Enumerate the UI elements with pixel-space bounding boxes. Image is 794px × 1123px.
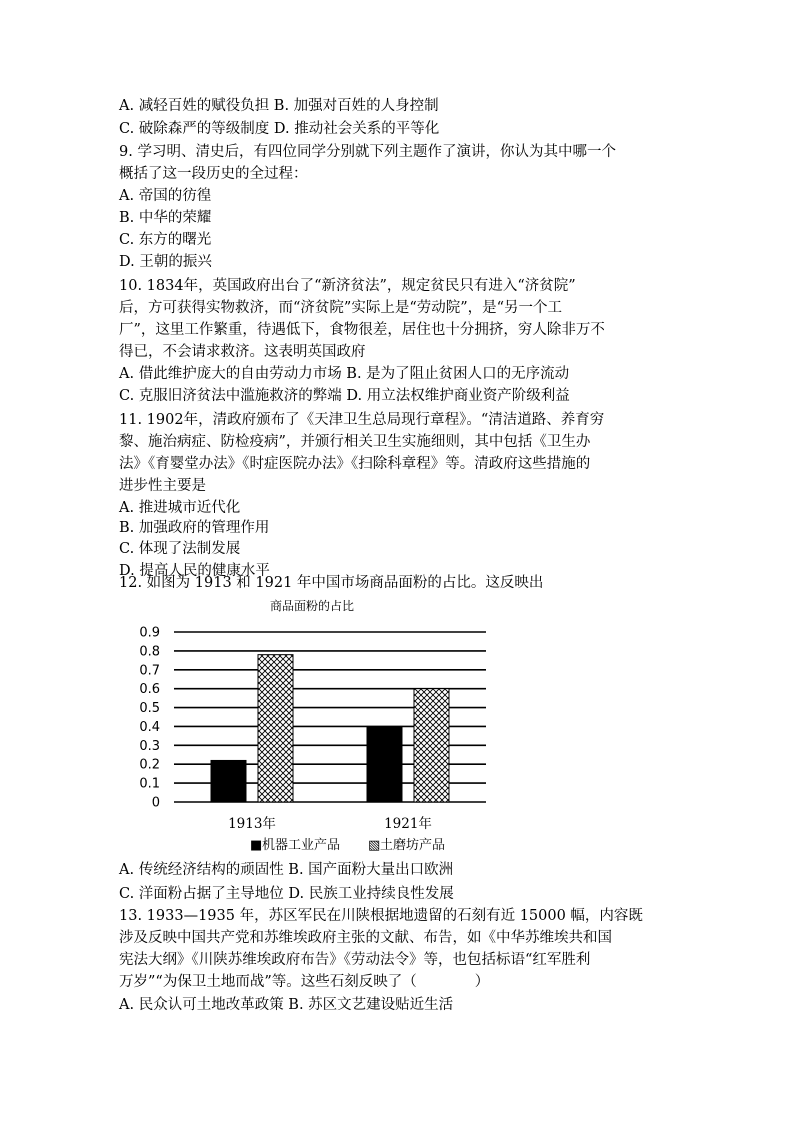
y-tick-label: 0.1 xyxy=(139,776,160,792)
text-line: C. 破除森严的等级制度 D. 推动社会关系的平等化 xyxy=(119,121,440,137)
x-category-label: 1921年 xyxy=(384,816,432,832)
text-line: 11. 1902年，清政府颁布了《天津卫生总局现行章程》。“清洁道路、养育穷 xyxy=(119,412,605,428)
text-line: 概括了这一段历史的全过程： xyxy=(119,166,308,182)
flour-share-chart xyxy=(130,596,510,858)
text-line: D. 提高人民的健康水平 xyxy=(119,563,270,579)
y-tick-label: 0.2 xyxy=(139,757,160,773)
text-line: C. 克服旧济贫法中滥施救济的弊端 D. 用立法权维护商业资产阶级利益 xyxy=(119,388,570,404)
text-line: C. 东方的曙光 xyxy=(119,232,212,248)
text-line: C. 体现了法制发展 xyxy=(119,541,241,557)
text-line: 12. 如图为 1913 和 1921 年中国市场商品面粉的占比。这反映出 xyxy=(119,575,544,591)
text-line: D. 王朝的振兴 xyxy=(119,254,212,270)
text-line: A. 传统经济结构的顽固性 B. 国产面粉大量出口欧洲 xyxy=(119,862,454,878)
text-line: 万岁”“为保卫土地而战”等。这些石刻反映了（ ） xyxy=(119,974,490,990)
y-tick-label: 0.4 xyxy=(139,719,160,735)
bar-mill-0 xyxy=(258,655,293,802)
y-tick-label: 0.6 xyxy=(139,682,160,698)
chart-legend xyxy=(250,837,445,853)
chart-title: 商品面粉的占比 xyxy=(269,599,355,613)
y-axis xyxy=(139,626,160,811)
text-line: 9. 学习明、清史后，有四位同学分别就下列主题作了演讲，你认为其中哪一个 xyxy=(119,144,616,160)
bar-machine-0 xyxy=(211,760,246,802)
text-line: 13. 1933—1935 年，苏区军民在川陕根据地遗留的石刻有近 15000 幅，内容既 xyxy=(119,908,643,924)
text-line: 10. 1834年，英国政府出台了“新济贫法”，规定贫民只有进入“济贫院” xyxy=(119,278,576,294)
y-tick-label: 0.3 xyxy=(139,738,160,754)
chart-bars xyxy=(211,655,449,802)
text-line: A. 减轻百姓的赋役负担 B. 加强对百姓的人身控制 xyxy=(119,98,439,114)
text-line: 涉及反映中国共产党和苏维埃政府主张的文献、布告，如《中华苏维埃共和国 xyxy=(119,930,612,946)
y-tick-label: 0.7 xyxy=(139,663,160,679)
text-line: B. 中华的荣耀 xyxy=(119,210,212,226)
text-line: 后，方可获得实物救济，而“济贫院”实际上是“劳动院”，是“另一个工 xyxy=(119,300,563,316)
bar-machine-1 xyxy=(367,726,402,802)
text-line: B. 加强政府的管理作用 xyxy=(119,520,270,536)
legend-marker: ▧ xyxy=(368,838,381,853)
chart-svg xyxy=(130,596,510,858)
text-line: 厂”，这里工作繁重，待遇低下，食物很差，居住也十分拥挤，穷人除非万不 xyxy=(119,322,605,338)
text-line: C. 洋面粉占据了主导地位 D. 民族工业持续良性发展 xyxy=(119,886,454,902)
text-line: A. 帝国的彷徨 xyxy=(119,188,212,204)
legend-label: 土磨坊产品 xyxy=(380,838,446,853)
legend-label: 机器工业产品 xyxy=(262,838,341,853)
text-line: A. 民众认可土地改革政策 B. 苏区文艺建设贴近生活 xyxy=(119,997,454,1013)
y-tick-label: 0.5 xyxy=(139,701,160,717)
legend-marker: ■ xyxy=(250,838,263,853)
text-line: 进步性主要是 xyxy=(119,478,206,494)
x-category-label: 1913年 xyxy=(228,816,276,832)
text-line: A. 推进城市近代化 xyxy=(119,500,241,516)
y-tick-label: 0.8 xyxy=(139,644,160,660)
text-line: 黎、施治病症、防检疫病”，并颁行相关卫生实施细则，其中包括《卫生办 xyxy=(119,434,591,450)
y-tick-label: 0.9 xyxy=(139,625,160,641)
text-line: 宪法大纲》《川陕苏维埃政府布告》《劳动法令》等，也包括标语“红军胜利 xyxy=(119,952,591,968)
text-line: 法》《育婴堂办法》《时症医院办法》《扫除科章程》等。清政府这些措施的 xyxy=(119,456,591,472)
x-axis xyxy=(228,815,432,832)
y-tick-label: 0 xyxy=(151,795,160,811)
bar-mill-1 xyxy=(414,689,449,802)
text-line: A. 借此维护庞大的自由劳动力市场 B. 是为了阻止贫困人口的无序流动 xyxy=(119,366,570,382)
text-line: 得已，不会请求救济。这表明英国政府 xyxy=(119,344,366,360)
